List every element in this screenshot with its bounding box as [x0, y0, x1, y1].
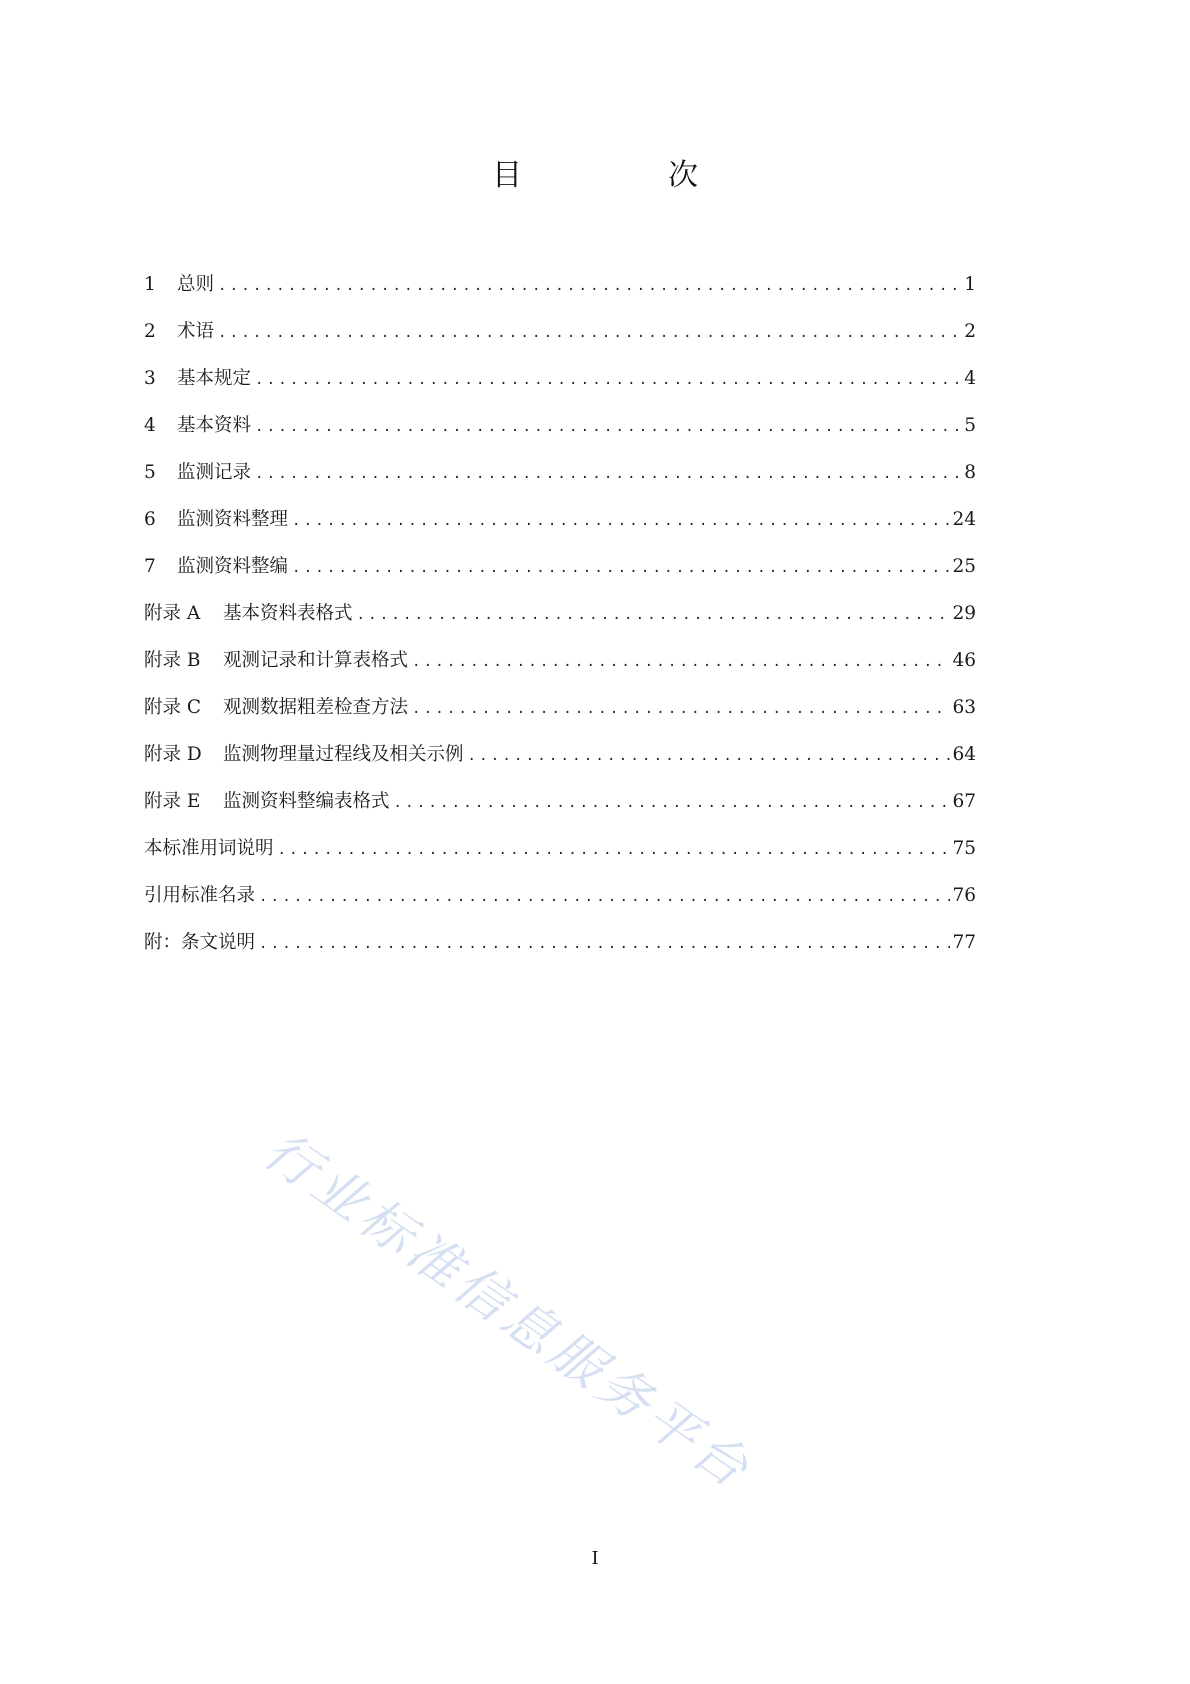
toc-entry[interactable] — [144, 320, 976, 367]
dot-leader — [259, 885, 950, 909]
table-of-contents — [144, 273, 976, 978]
toc-entry-page: 8 — [964, 462, 976, 483]
dot-leader — [394, 791, 951, 815]
toc-entry[interactable] — [144, 649, 976, 696]
toc-entry[interactable] — [144, 696, 976, 743]
toc-entry-number: 2 — [144, 321, 156, 342]
toc-entry-page: 75 — [952, 838, 976, 859]
toc-entry-number: 6 — [144, 509, 156, 530]
toc-entry-label: 术语 — [177, 321, 215, 342]
watermark: 行业标准信息服务平台 — [253, 1120, 763, 1503]
toc-entry-number: 5 — [144, 462, 156, 483]
toc-entry-number: 1 — [144, 274, 156, 295]
dot-leader — [292, 556, 950, 580]
toc-entry-label: 引用标准名录 — [144, 885, 256, 906]
dot-leader — [259, 932, 950, 956]
dot-leader — [218, 274, 962, 298]
page-number: I — [591, 1548, 599, 1569]
toc-entry-label: 监测物理量过程线及相关示例 — [223, 744, 464, 765]
toc-entry-label: 观测数据粗差检查方法 — [223, 697, 409, 718]
toc-entry[interactable] — [144, 461, 976, 508]
page-title: 目 次 — [492, 158, 756, 193]
toc-entry[interactable] — [144, 743, 976, 790]
toc-entry-page: 24 — [952, 509, 976, 530]
toc-entry-page: 4 — [964, 368, 976, 389]
toc-entry[interactable] — [144, 602, 976, 649]
toc-entry-number: 附录 A — [144, 603, 201, 624]
dot-leader — [218, 321, 962, 345]
toc-entry-page: 67 — [952, 791, 976, 812]
toc-entry[interactable] — [144, 273, 976, 320]
toc-entry[interactable] — [144, 790, 976, 837]
toc-entry-number: 4 — [144, 415, 156, 436]
toc-entry[interactable] — [144, 931, 976, 978]
toc-entry-page: 2 — [964, 321, 976, 342]
dot-leader — [412, 650, 950, 674]
toc-entry-label: 总则 — [177, 274, 215, 295]
toc-entry-label: 基本规定 — [177, 368, 252, 389]
toc-entry[interactable] — [144, 555, 976, 602]
toc-entry-number: 附录 D — [144, 744, 202, 765]
toc-entry-label: 附：条文说明 — [144, 932, 256, 953]
toc-entry-page: 46 — [952, 650, 976, 671]
toc-entry-page: 25 — [952, 556, 976, 577]
toc-entry-number: 附录 B — [144, 650, 201, 671]
toc-entry-page: 64 — [952, 744, 976, 765]
dot-leader — [468, 744, 951, 768]
dot-leader — [255, 368, 962, 392]
toc-entry-page: 1 — [964, 274, 976, 295]
toc-entry[interactable] — [144, 837, 976, 884]
toc-entry-number: 7 — [144, 556, 156, 577]
toc-entry[interactable] — [144, 884, 976, 931]
toc-entry-number: 附录 E — [144, 791, 201, 812]
toc-entry-label: 监测资料整编 — [177, 556, 289, 577]
toc-entry[interactable] — [144, 414, 976, 461]
dot-leader — [278, 838, 951, 862]
toc-entry-page: 29 — [952, 603, 976, 624]
toc-entry[interactable] — [144, 508, 976, 555]
dot-leader — [255, 462, 962, 486]
toc-entry-number: 3 — [144, 368, 156, 389]
toc-entry-label: 监测资料整理 — [177, 509, 289, 530]
toc-entry-label: 基本资料 — [177, 415, 252, 436]
toc-entry-page: 76 — [952, 885, 976, 906]
toc-entry-page: 63 — [952, 697, 976, 718]
toc-entry-label: 本标准用词说明 — [144, 838, 274, 859]
toc-entry-label: 监测资料整编表格式 — [223, 791, 390, 812]
toc-entry-label: 基本资料表格式 — [223, 603, 353, 624]
toc-entry-label: 观测记录和计算表格式 — [223, 650, 409, 671]
dot-leader — [412, 697, 950, 721]
toc-entry[interactable] — [144, 367, 976, 414]
toc-entry-page: 77 — [952, 932, 976, 953]
dot-leader — [357, 603, 951, 627]
toc-entry-page: 5 — [964, 415, 976, 436]
dot-leader — [292, 509, 950, 533]
toc-entry-number: 附录 C — [144, 697, 202, 718]
dot-leader — [255, 415, 962, 439]
toc-entry-label: 监测记录 — [177, 462, 252, 483]
